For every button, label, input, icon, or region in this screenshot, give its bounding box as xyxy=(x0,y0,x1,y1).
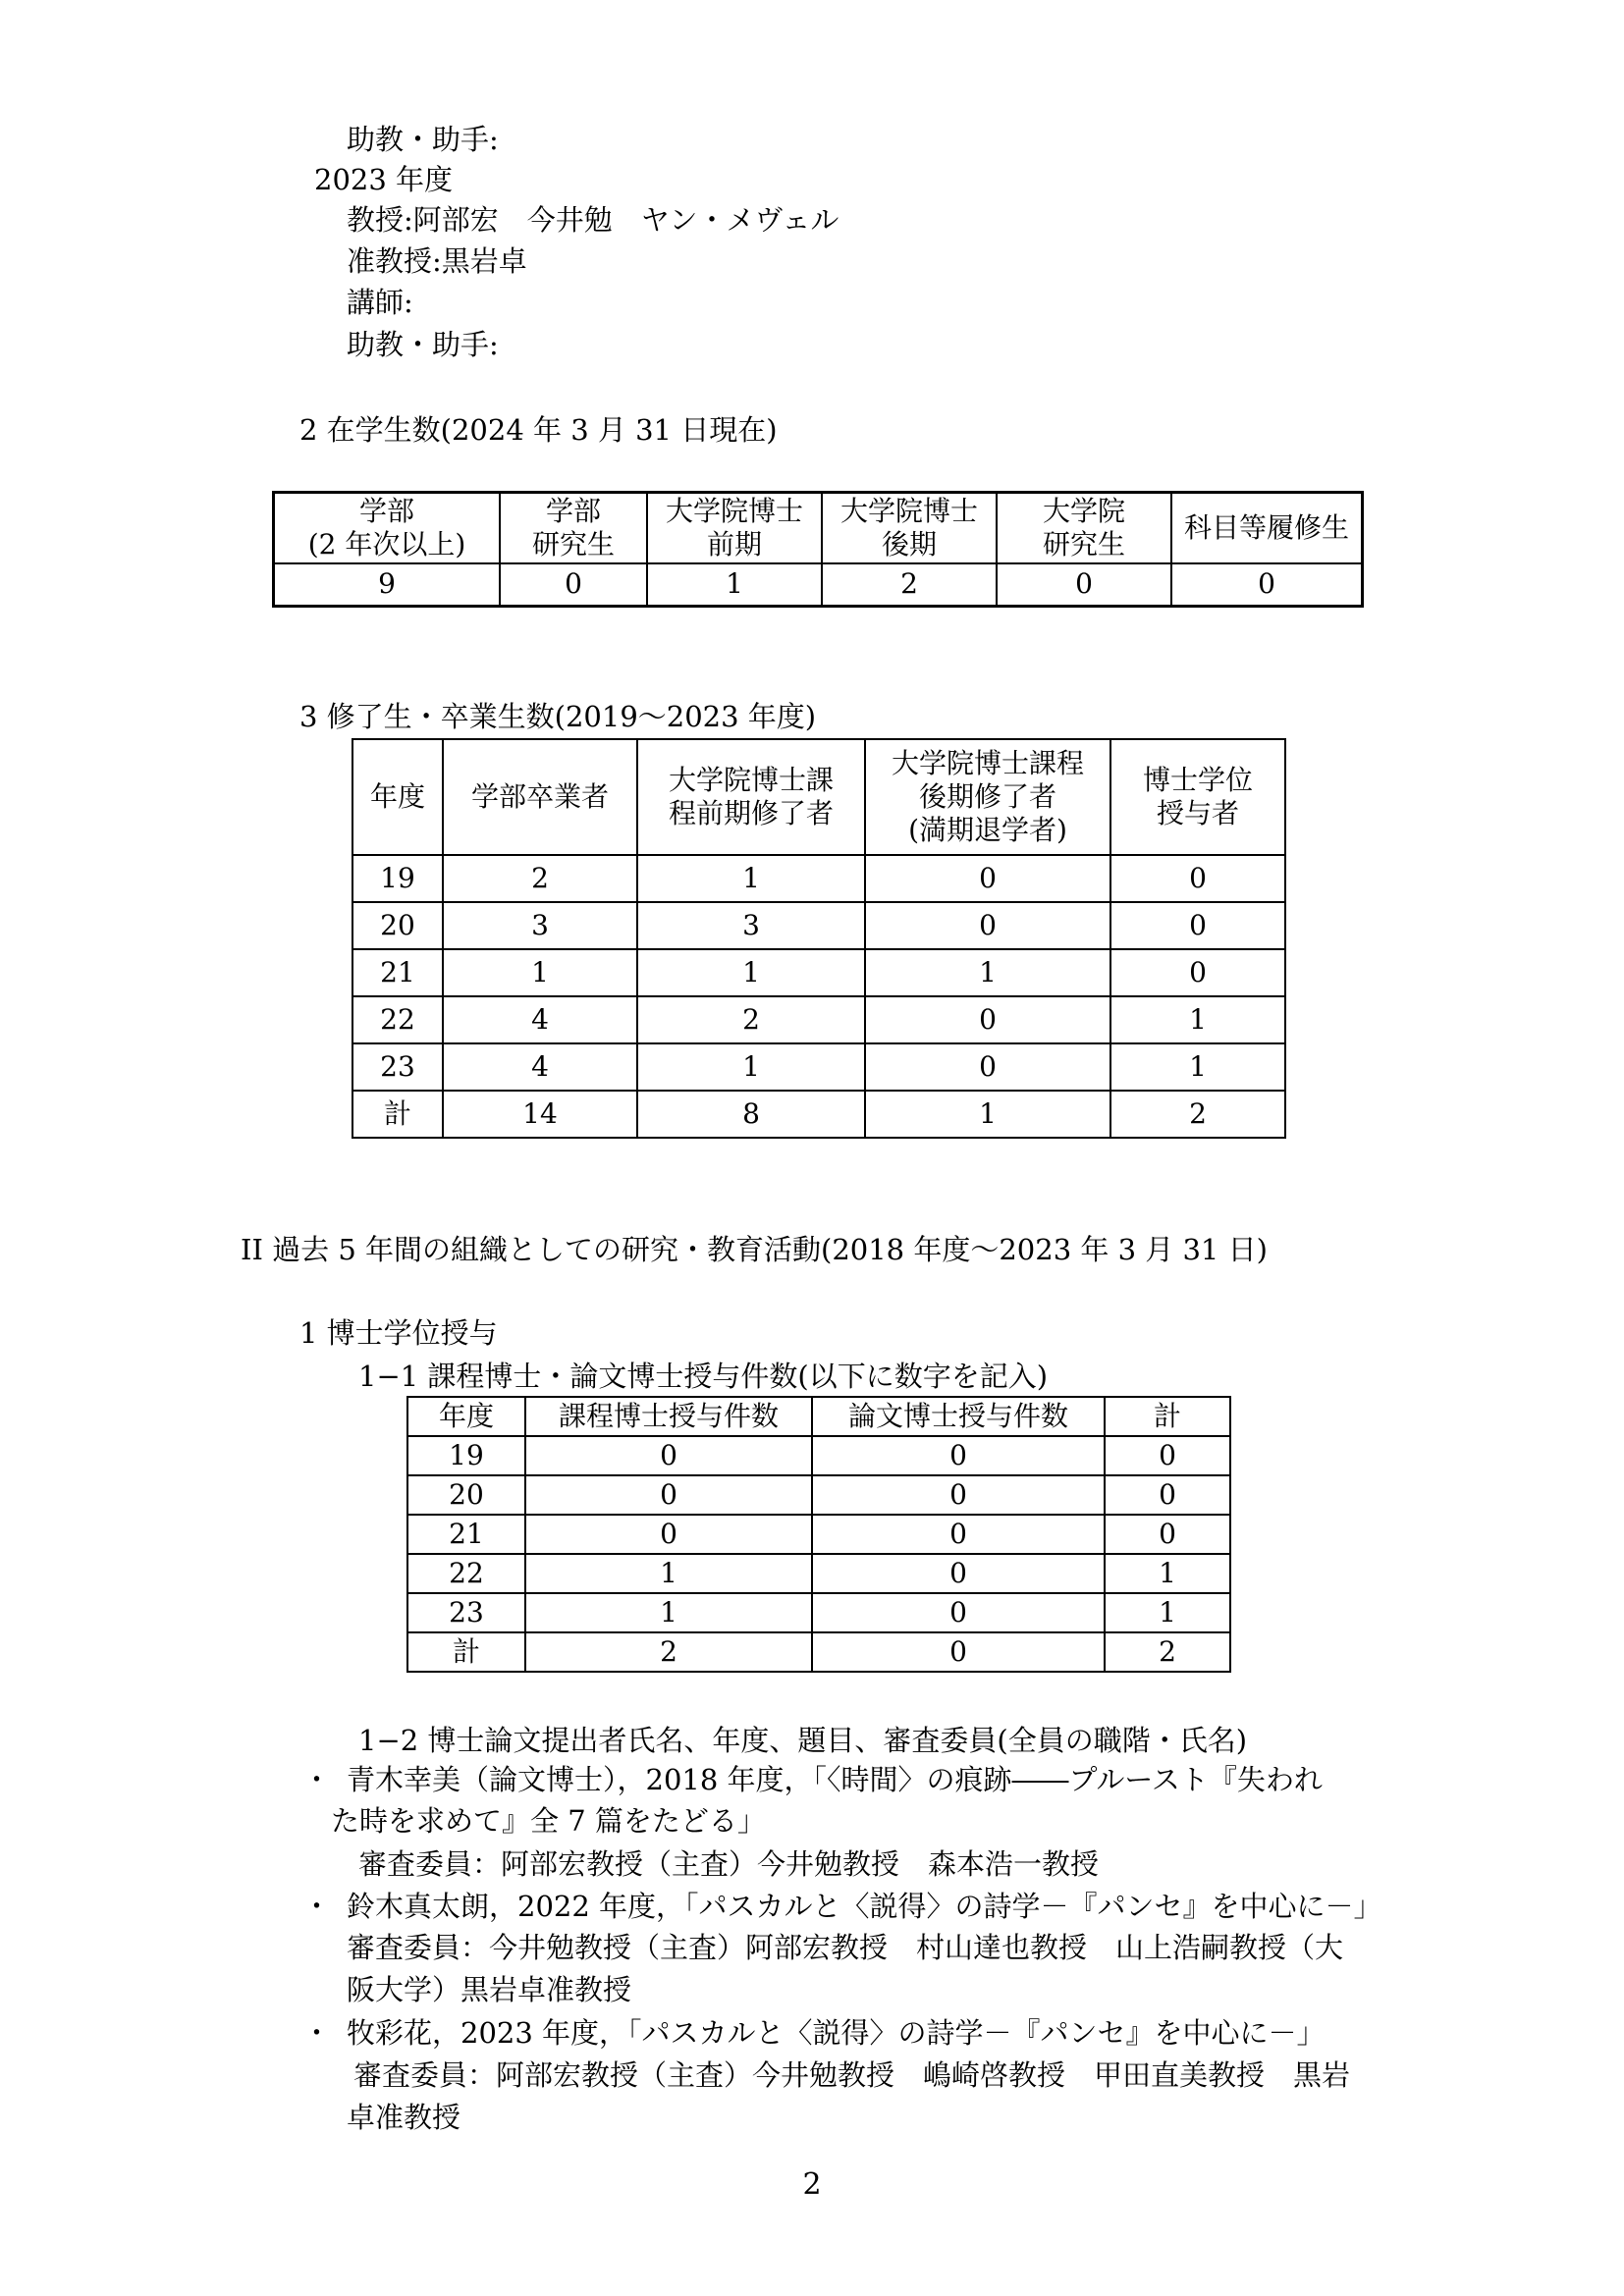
table-header: 課程博士授与件数 xyxy=(525,1397,812,1436)
table-header: 計 xyxy=(1105,1397,1230,1436)
table-cell: 0 xyxy=(1110,949,1285,996)
table-cell: 0 xyxy=(865,996,1110,1043)
table-cell: 2 xyxy=(1105,1632,1230,1672)
table-cell: 0 xyxy=(865,1043,1110,1091)
table-cell: 23 xyxy=(407,1593,525,1632)
section-heading: 3 修了生・卒業生数(2019〜2023 年度) xyxy=(299,700,817,733)
table-header: 年度 xyxy=(352,739,443,855)
table-cell: 4 xyxy=(443,1043,637,1091)
subsection-heading: 1−2 博士論文提出者氏名、年度、題目、審査委員(全員の職階・氏名) xyxy=(358,1724,1248,1757)
table-cell: 0 xyxy=(525,1475,812,1515)
entry-line: 牧彩花，2023 年度，「パスカルと〈説得〉の詩学－『パンセ』を中心に－」 xyxy=(347,2016,1326,2050)
table-cell: 21 xyxy=(352,949,443,996)
table-cell: 0 xyxy=(812,1593,1105,1632)
table-cell: 0 xyxy=(812,1632,1105,1672)
entry-line: 鈴木真太朗，2022 年度，「パスカルと〈説得〉の詩学－『パンセ』を中心に－」 xyxy=(347,1890,1382,1923)
section-heading: II 過去 5 年間の組織としての研究・教育活動(2018 年度〜2023 年 3 月 31 日) xyxy=(241,1233,1268,1266)
table-cell: 8 xyxy=(637,1091,865,1138)
table-cell: 1 xyxy=(525,1554,812,1593)
table-row xyxy=(407,1515,1230,1554)
table-cell: 20 xyxy=(352,902,443,949)
table-header: 論文博士授与件数 xyxy=(812,1397,1105,1436)
table-cell: 9 xyxy=(274,563,501,607)
table-cell: 1 xyxy=(525,1593,812,1632)
table-cell: 0 xyxy=(812,1515,1105,1554)
table-cell: 1 xyxy=(1105,1554,1230,1593)
table-cell: 0 xyxy=(812,1554,1105,1593)
table-cell: 0 xyxy=(865,855,1110,902)
table-header: 大学院博士 後期 xyxy=(822,493,997,563)
table-cell: 23 xyxy=(352,1043,443,1091)
table-row xyxy=(352,1043,1285,1091)
bullet-icon: ・ xyxy=(302,1890,332,1923)
table-cell: 2 xyxy=(443,855,637,902)
table-cell: 0 xyxy=(1110,902,1285,949)
faculty-line: 助教・助手: xyxy=(347,328,499,361)
table-cell: 19 xyxy=(407,1436,525,1475)
table-cell: 0 xyxy=(865,902,1110,949)
entry-committee: 審査委員：今井勉教授（主査）阿部宏教授 村山達也教授 山上浩嗣教授（大 xyxy=(347,1931,1344,1964)
table-row xyxy=(352,855,1285,902)
table-cell: 0 xyxy=(1105,1475,1230,1515)
table-cell: 0 xyxy=(812,1436,1105,1475)
faculty-line: 助教・助手: xyxy=(347,123,499,156)
table-cell: 2 xyxy=(822,563,997,607)
table-cell: 0 xyxy=(1105,1436,1230,1475)
table-header: 学部 研究生 xyxy=(500,493,647,563)
doctorate-table xyxy=(406,1396,1231,1673)
table-row xyxy=(352,949,1285,996)
table-row xyxy=(407,1436,1230,1475)
faculty-line: 教授:阿部宏 今井勉 ヤン・メヴェル xyxy=(347,203,839,237)
table-row xyxy=(407,1475,1230,1515)
table-row xyxy=(352,996,1285,1043)
table-header: 大学院博士課 程前期修了者 xyxy=(637,739,865,855)
faculty-line: 講師: xyxy=(347,286,413,319)
table-header: 学部 (2 年次以上) xyxy=(274,493,501,563)
table-cell: 0 xyxy=(500,563,647,607)
table-cell: 22 xyxy=(407,1554,525,1593)
table-cell: 0 xyxy=(1110,855,1285,902)
page-number: 2 xyxy=(802,2167,822,2202)
table-cell: 20 xyxy=(407,1475,525,1515)
faculty-line: 准教授:黒岩卓 xyxy=(347,244,527,278)
table-cell: 1 xyxy=(865,1091,1110,1138)
bullet-icon: ・ xyxy=(302,1763,332,1796)
table-cell: 0 xyxy=(525,1436,812,1475)
table-cell: 1 xyxy=(1105,1593,1230,1632)
table-cell: 1 xyxy=(865,949,1110,996)
entry-committee: 阪大学）黒岩卓准教授 xyxy=(347,1973,632,2006)
table-cell: 1 xyxy=(1110,1043,1285,1091)
table-row xyxy=(407,1632,1230,1672)
table-row xyxy=(352,1091,1285,1138)
table-header: 大学院 研究生 xyxy=(997,493,1171,563)
subsection-heading: 1−1 課程博士・論文博士授与件数(以下に数字を記入) xyxy=(358,1360,1049,1393)
entry-line: 青木幸美（論文博士），2018 年度，「〈時間〉の痕跡――プルースト『失われ xyxy=(347,1763,1323,1796)
table-cell: 計 xyxy=(407,1632,525,1672)
table-header: 大学院博士 前期 xyxy=(647,493,822,563)
table-cell: 1 xyxy=(637,949,865,996)
table-cell: 0 xyxy=(525,1515,812,1554)
entry-line: た時を求めて』全 7 篇をたどる」 xyxy=(331,1804,766,1838)
table-row xyxy=(352,902,1285,949)
table-cell: 4 xyxy=(443,996,637,1043)
table-cell: 1 xyxy=(443,949,637,996)
subsection-heading: 1 博士学位授与 xyxy=(299,1316,498,1350)
table-row xyxy=(407,1593,1230,1632)
table-cell: 2 xyxy=(1110,1091,1285,1138)
entry-committee: 卓准教授 xyxy=(347,2101,461,2134)
table-cell: 14 xyxy=(443,1091,637,1138)
table-row xyxy=(407,1554,1230,1593)
table-cell: 0 xyxy=(1105,1515,1230,1554)
faculty-year: 2023 年度 xyxy=(314,163,454,196)
table-header: 学部卒業者 xyxy=(443,739,637,855)
table-header: 博士学位 授与者 xyxy=(1110,739,1285,855)
table-header: 大学院博士課程 後期修了者 (満期退学者) xyxy=(865,739,1110,855)
table-cell: 2 xyxy=(525,1632,812,1672)
table-cell: 1 xyxy=(637,855,865,902)
table-cell: 2 xyxy=(637,996,865,1043)
table-cell: 19 xyxy=(352,855,443,902)
table-cell: 1 xyxy=(1110,996,1285,1043)
bullet-icon: ・ xyxy=(302,2016,332,2050)
table-cell: 計 xyxy=(352,1091,443,1138)
entry-committee: 審査委員：阿部宏教授（主査）今井勉教授 森本浩一教授 xyxy=(358,1847,1100,1881)
table-cell: 0 xyxy=(1171,563,1363,607)
table-header: 年度 xyxy=(407,1397,525,1436)
enrollment-table xyxy=(272,491,1364,608)
table-cell: 3 xyxy=(443,902,637,949)
table-header: 科目等履修生 xyxy=(1171,493,1363,563)
table-cell: 0 xyxy=(997,563,1171,607)
entry-committee: 審査委員：阿部宏教授（主査）今井勉教授 嶋崎啓教授 甲田直美教授 黒岩 xyxy=(353,2058,1351,2092)
table-cell: 22 xyxy=(352,996,443,1043)
graduates-table xyxy=(352,738,1286,1139)
table-cell: 1 xyxy=(647,563,822,607)
table-cell: 0 xyxy=(812,1475,1105,1515)
table-cell: 1 xyxy=(637,1043,865,1091)
table-cell: 21 xyxy=(407,1515,525,1554)
section-heading: 2 在学生数(2024 年 3 月 31 日現在) xyxy=(299,413,778,447)
table-cell: 3 xyxy=(637,902,865,949)
